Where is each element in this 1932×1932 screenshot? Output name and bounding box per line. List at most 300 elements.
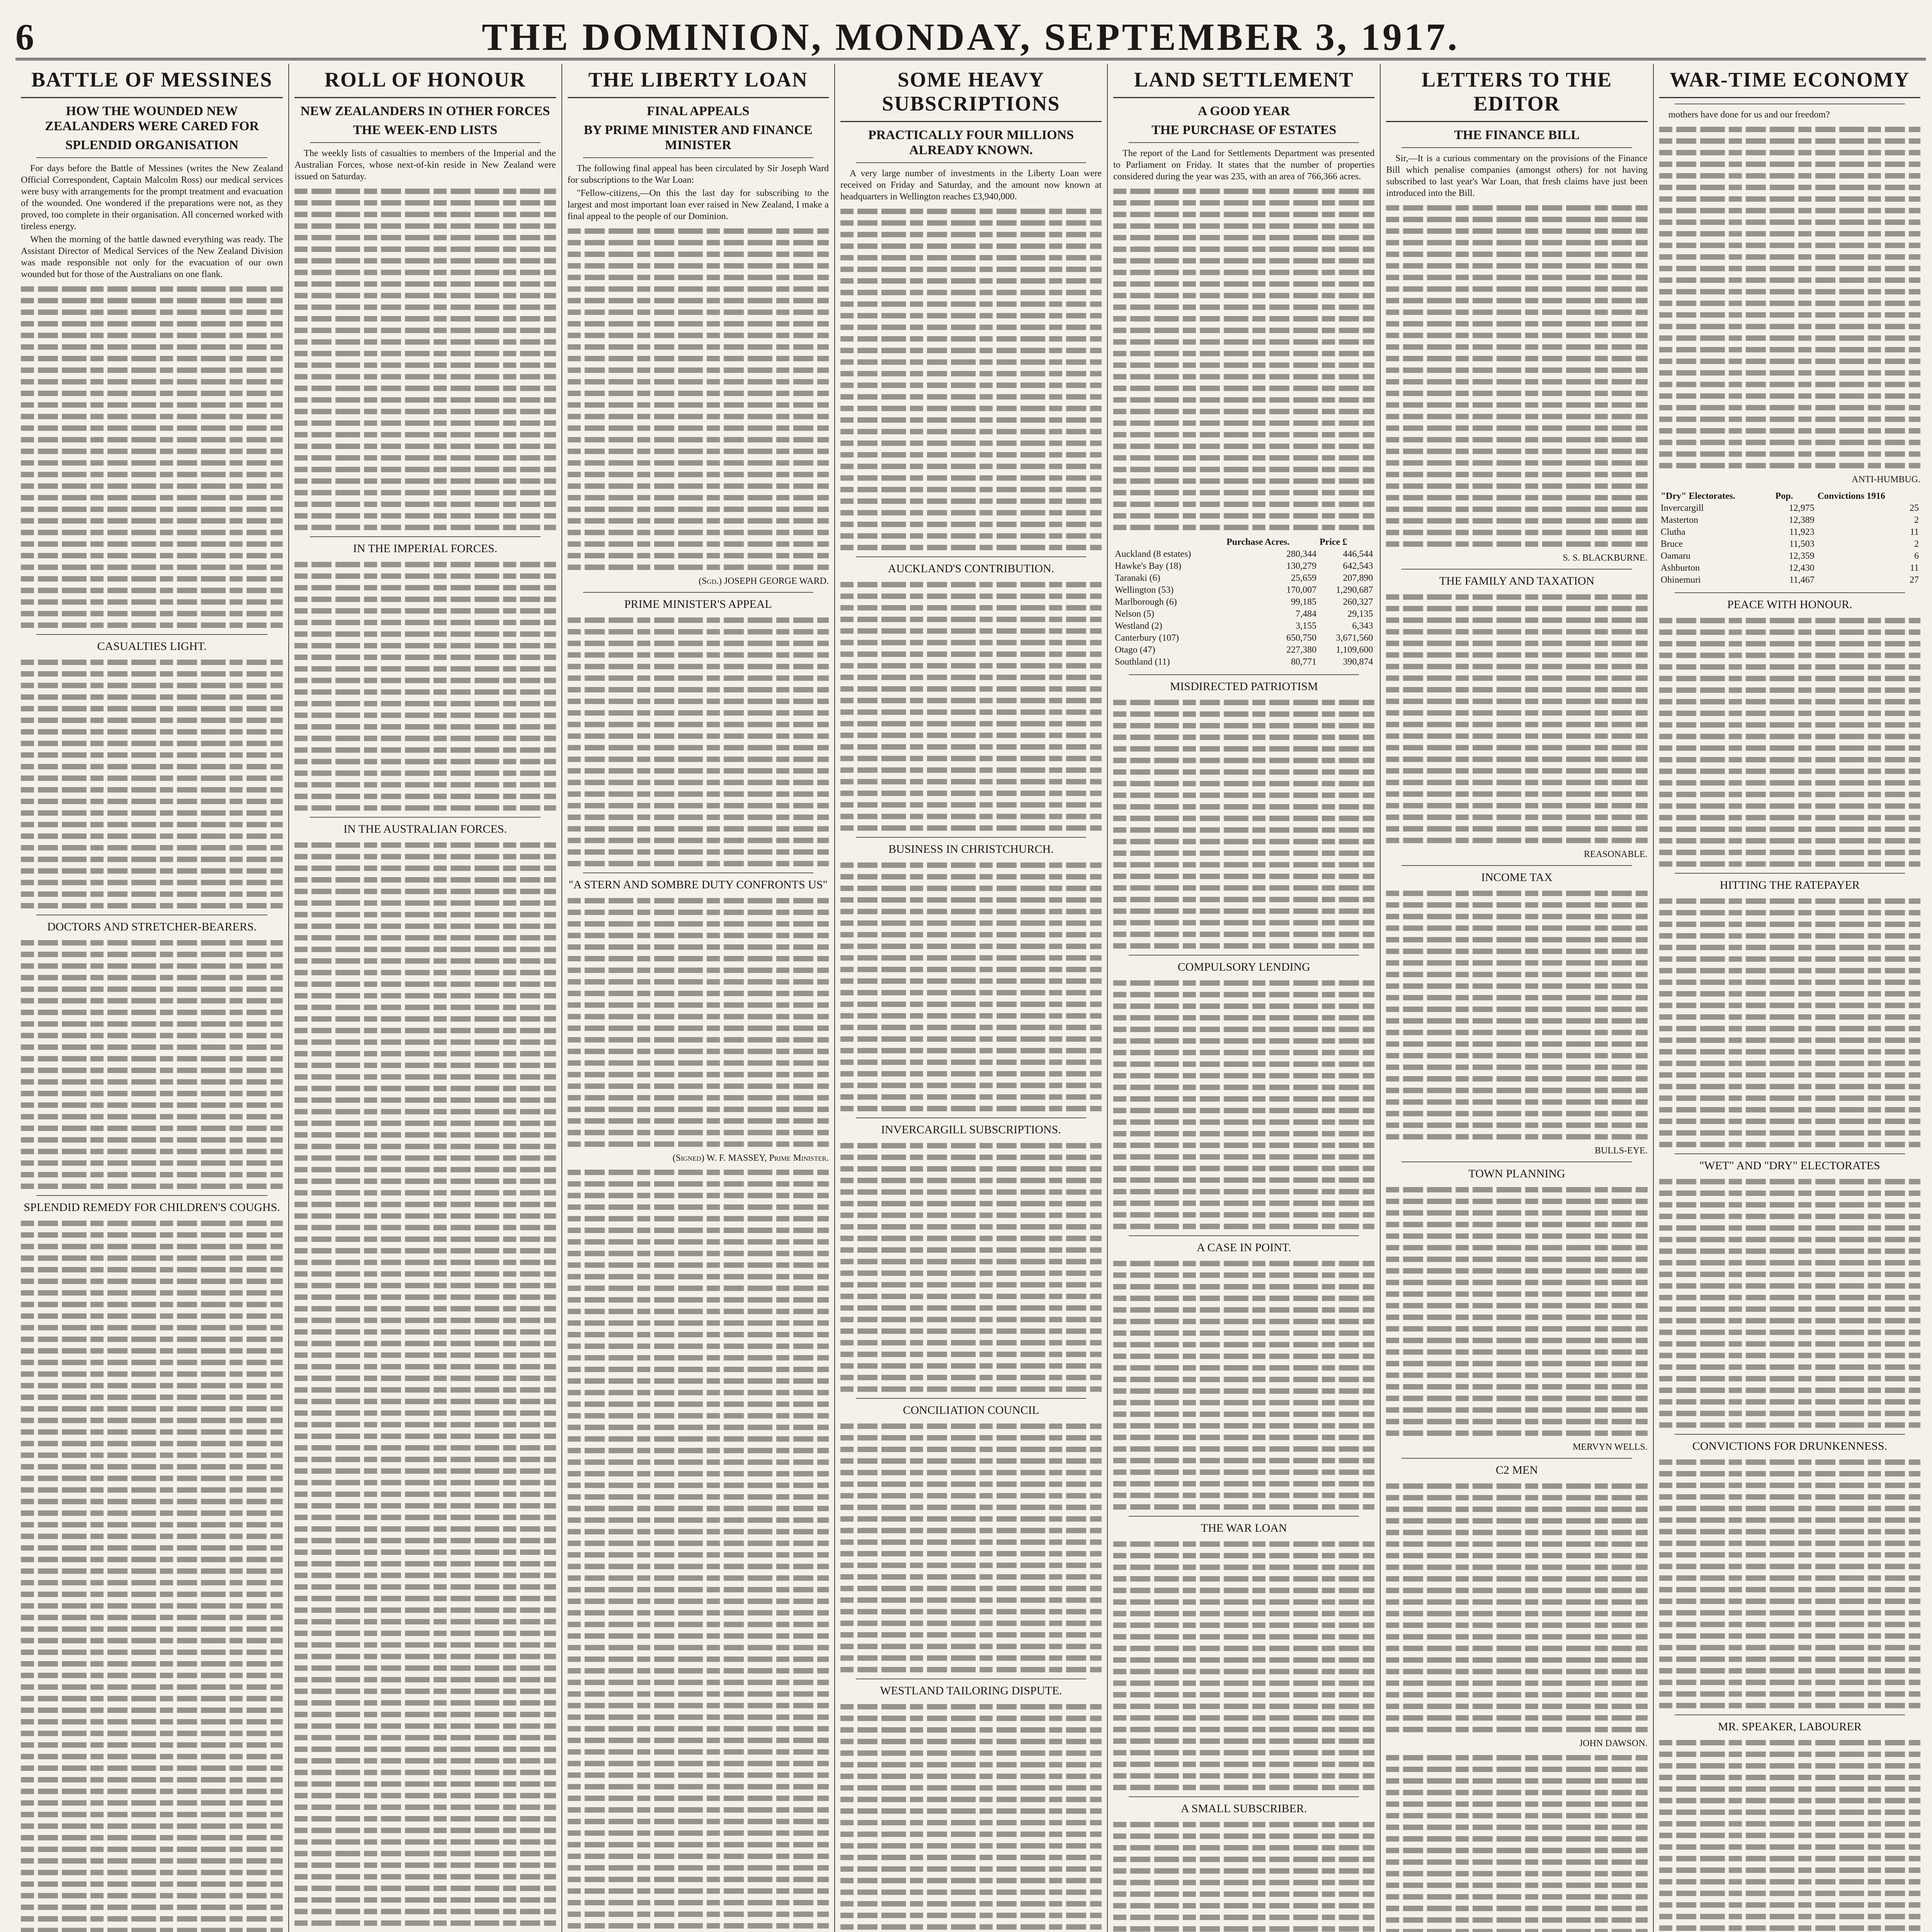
text-line — [1386, 1407, 1647, 1413]
text-line — [840, 1002, 1102, 1007]
text-line — [1386, 414, 1647, 419]
text-line — [21, 1557, 283, 1562]
text-line — [568, 414, 829, 419]
text-line — [294, 1097, 556, 1103]
text-line — [1659, 324, 1920, 329]
table-cell: 280,344 — [1286, 549, 1316, 560]
text-line — [294, 1619, 556, 1624]
divider — [1675, 873, 1905, 874]
table-cell: 12,359 — [1789, 551, 1815, 561]
text-line — [840, 278, 1102, 284]
text-line — [1386, 1099, 1647, 1105]
text-line — [568, 991, 829, 996]
text-line — [1386, 1338, 1647, 1343]
text-line — [840, 1201, 1102, 1206]
text-line — [1113, 781, 1374, 786]
text-line — [1659, 1376, 1920, 1381]
divider — [583, 592, 813, 593]
text-line — [1659, 1891, 1920, 1896]
text-line — [1386, 1848, 1647, 1853]
text-line — [21, 787, 283, 793]
divider — [36, 157, 267, 158]
text-line — [294, 1248, 556, 1253]
text-line — [21, 857, 283, 862]
text-line — [1386, 1634, 1647, 1639]
text-line — [1386, 1871, 1647, 1876]
table-row — [1113, 608, 1374, 620]
text-line — [568, 1506, 829, 1511]
text-line — [21, 694, 283, 700]
text-line — [1659, 1422, 1920, 1428]
text-line — [21, 1221, 283, 1226]
text-line — [21, 1673, 283, 1678]
text-line — [21, 310, 283, 315]
text-line — [1113, 420, 1374, 426]
text-line — [1659, 1752, 1920, 1757]
text-line — [1113, 490, 1374, 495]
text-line — [1659, 208, 1920, 213]
text-line — [840, 1797, 1102, 1802]
text-line — [1659, 138, 1920, 144]
table-row — [1113, 596, 1374, 608]
text-line — [21, 495, 283, 500]
text-line — [294, 455, 556, 461]
text-line — [294, 1886, 556, 1891]
text-line — [294, 1074, 556, 1080]
table-cell: 3,155 — [1296, 621, 1316, 631]
text-line — [1113, 793, 1374, 798]
text-line — [21, 1044, 283, 1050]
divider — [1675, 1434, 1905, 1435]
text-line — [21, 1255, 283, 1261]
table-cell: 1,109,600 — [1336, 645, 1373, 655]
text-line — [840, 1785, 1102, 1791]
text-line — [1659, 1775, 1920, 1780]
divider — [310, 142, 540, 143]
text-line — [1113, 735, 1374, 740]
table-cell: 11 — [1910, 527, 1919, 537]
text-line — [568, 1448, 829, 1453]
text-line — [1386, 1210, 1647, 1216]
text-line — [840, 709, 1102, 715]
text-line — [840, 1375, 1102, 1380]
section-subheading: COMPULSORY LENDING — [1177, 961, 1310, 974]
text-line — [21, 1464, 283, 1469]
text-line — [568, 768, 829, 774]
text-line — [1659, 1202, 1920, 1208]
text-line — [840, 1036, 1102, 1042]
text-line — [294, 1492, 556, 1497]
text-line — [568, 356, 829, 361]
text-line — [568, 1344, 829, 1349]
text-line — [1659, 1833, 1920, 1838]
text-line — [568, 1378, 829, 1384]
article-headline: WAR-TIME ECONOMY — [1659, 64, 1920, 98]
text-line — [840, 336, 1102, 342]
text-line — [840, 1481, 1102, 1487]
text-line — [1113, 513, 1374, 519]
newspaper-title: THE DOMINION, MONDAY, SEPTEMBER 3, 1917. — [481, 15, 1460, 58]
text-line — [294, 655, 556, 660]
text-line — [1386, 641, 1647, 646]
text-line — [1659, 1072, 1920, 1078]
text-line — [568, 1095, 829, 1100]
text-line — [840, 1048, 1102, 1053]
text-line — [294, 1213, 556, 1219]
text-line — [1386, 1007, 1647, 1012]
text-line — [1113, 1377, 1374, 1382]
text-line — [1386, 1245, 1647, 1250]
text-line — [568, 1622, 829, 1627]
text-line — [1113, 769, 1374, 775]
text-line — [21, 1244, 283, 1249]
section-subheading: PRIME MINISTER'S APPEAL — [624, 598, 772, 611]
text-line — [1386, 1801, 1647, 1807]
text-line — [840, 1505, 1102, 1510]
text-line — [294, 770, 556, 776]
text-line — [294, 1862, 556, 1868]
signature: MERVYN WELLS. — [1573, 1442, 1648, 1452]
table-row — [1113, 548, 1374, 560]
text-line — [294, 562, 556, 567]
article-headline: ROLL OF HONOUR — [294, 64, 556, 98]
text-line — [568, 710, 829, 716]
table-header-cell: Convictions 1916 — [1817, 491, 1885, 501]
text-line — [840, 874, 1102, 879]
text-line — [840, 1213, 1102, 1218]
text-line — [840, 886, 1102, 891]
text-line — [1659, 1564, 1920, 1569]
text-line — [1659, 359, 1920, 364]
divider — [36, 1195, 267, 1196]
text-line — [1386, 1199, 1647, 1204]
text-line — [568, 1251, 829, 1256]
section-subheading: IN THE AUSTRALIAN FORCES. — [344, 823, 507, 836]
text-line — [294, 724, 556, 730]
text-line — [294, 200, 556, 206]
text-line — [294, 736, 556, 741]
text-line — [568, 1599, 829, 1604]
signature: BULLS-EYE. — [1595, 1146, 1648, 1156]
signature: (Sgd.) JOSEPH GEORGE WARD. — [699, 576, 829, 587]
table-cell: 11,923 — [1789, 527, 1815, 537]
text-line — [1386, 1233, 1647, 1239]
text-line — [294, 1515, 556, 1520]
text-line — [1659, 1214, 1920, 1219]
text-line — [1386, 791, 1647, 797]
text-line — [21, 391, 283, 396]
text-line — [1659, 1459, 1920, 1465]
text-line — [21, 1719, 283, 1725]
text-line — [568, 933, 829, 938]
text-line — [21, 460, 283, 466]
text-line — [1386, 1599, 1647, 1605]
text-line — [1113, 409, 1374, 414]
text-line — [1659, 1399, 1920, 1405]
table-cell: Taranaki (6) — [1115, 573, 1160, 583]
table-cell: Clutha — [1660, 527, 1685, 537]
text-line — [840, 920, 1102, 926]
text-line — [840, 1808, 1102, 1814]
text-line — [21, 1021, 283, 1027]
article-paragraph: "Fellow-citizens,—On this the last day for subscribing to the largest and most important loan ever raised in New Zealand, I make a final appeal to the people of our Dominion. — [567, 188, 829, 222]
text-line — [21, 963, 283, 969]
text-line — [1659, 1471, 1920, 1476]
text-line — [568, 956, 829, 961]
text-line — [294, 1920, 556, 1926]
text-line — [1113, 362, 1374, 368]
text-line — [294, 1874, 556, 1879]
text-line — [294, 1387, 556, 1393]
text-line — [21, 1835, 283, 1840]
text-line — [294, 1909, 556, 1914]
divider — [583, 157, 813, 158]
text-line — [21, 1325, 283, 1330]
text-line — [1659, 1517, 1920, 1523]
text-line — [294, 866, 556, 871]
text-line — [294, 923, 556, 929]
table-cell: 11,503 — [1789, 539, 1815, 549]
section-subheading: DOCTORS AND STRETCHER-BEARERS. — [47, 920, 257, 934]
text-line — [1386, 1530, 1647, 1535]
text-line — [1386, 1715, 1647, 1721]
text-line — [568, 1726, 829, 1731]
text-line — [568, 1309, 829, 1314]
text-line — [1113, 374, 1374, 379]
text-line — [840, 1516, 1102, 1522]
text-line — [840, 944, 1102, 949]
text-line — [1113, 1646, 1374, 1651]
text-line — [294, 1063, 556, 1068]
section-subheading: WESTLAND TAILORING DISPUTE. — [880, 1684, 1062, 1697]
text-line — [294, 782, 556, 787]
text-line — [840, 1189, 1102, 1195]
text-line — [1386, 983, 1647, 989]
masthead — [15, 12, 1926, 60]
text-line — [840, 533, 1102, 539]
text-line — [568, 1390, 829, 1395]
text-line — [840, 1143, 1102, 1148]
section-subheading: A CASE IN POINT. — [1197, 1241, 1291, 1254]
text-line — [1113, 1704, 1374, 1709]
text-line — [294, 597, 556, 602]
section-subheading: CONVICTIONS FOR DRUNKENNESS. — [1692, 1440, 1887, 1452]
text-line — [1113, 1926, 1374, 1932]
text-line — [568, 240, 829, 245]
text-line — [1386, 1883, 1647, 1888]
text-line — [1113, 1481, 1374, 1486]
text-line — [1113, 1212, 1374, 1218]
article-paragraph: A very large number of investments in the Liberty Loan were received on Friday and Saturday, and the amount now known at headquarters in Wellington reaches £3,940,000. — [840, 168, 1102, 202]
text-line — [568, 1842, 829, 1847]
text-line — [1659, 1844, 1920, 1850]
text-line — [568, 460, 829, 466]
text-line — [21, 321, 283, 327]
text-line — [840, 290, 1102, 295]
table-cell: Masterton — [1660, 515, 1699, 525]
text-line — [1659, 243, 1920, 248]
text-line — [1386, 757, 1647, 762]
text-line — [1659, 618, 1920, 623]
text-line — [294, 805, 556, 811]
text-line — [1659, 1656, 1920, 1662]
text-line — [840, 498, 1102, 504]
text-line — [1113, 1845, 1374, 1850]
text-line — [1659, 898, 1920, 904]
table-cell: Invercargill — [1660, 503, 1704, 513]
text-line — [840, 744, 1102, 750]
text-line — [840, 1435, 1102, 1440]
text-line — [21, 776, 283, 781]
text-line — [1386, 1518, 1647, 1524]
text-line — [21, 1371, 283, 1377]
text-line — [21, 845, 283, 850]
text-line — [1659, 173, 1920, 179]
text-line — [1386, 1303, 1647, 1308]
table-header-cell: Purchase Acres. — [1226, 537, 1290, 548]
text-line — [1659, 1680, 1920, 1685]
text-line — [1113, 862, 1374, 867]
text-line — [1386, 495, 1647, 500]
text-line — [21, 1033, 283, 1038]
table-cell: 650,750 — [1286, 633, 1316, 643]
divider — [856, 837, 1086, 838]
text-line — [840, 1352, 1102, 1357]
table-cell: 29,135 — [1347, 609, 1373, 619]
table-row — [1113, 572, 1374, 584]
section-subheading: CONCILIATION COUNCIL — [903, 1404, 1039, 1417]
section-subheading: THE FAMILY AND TAXATION — [1439, 575, 1595, 588]
text-line — [1386, 1894, 1647, 1900]
text-line — [840, 429, 1102, 434]
divider — [1129, 1235, 1359, 1236]
text-line — [294, 1352, 556, 1358]
text-line — [21, 1661, 283, 1667]
text-line — [1113, 1692, 1374, 1697]
text-line — [1113, 711, 1374, 717]
article-headline: THE LIBERTY LOAN — [568, 64, 829, 98]
text-line — [1659, 127, 1920, 132]
text-line — [1659, 417, 1920, 422]
text-line — [840, 1913, 1102, 1918]
text-line — [840, 640, 1102, 645]
text-line — [840, 1340, 1102, 1345]
text-line — [1659, 1821, 1920, 1827]
text-line — [294, 1306, 556, 1311]
text-line — [21, 1615, 283, 1620]
text-line — [840, 417, 1102, 423]
text-line — [568, 1784, 829, 1789]
text-line — [1113, 1261, 1374, 1266]
text-line — [294, 1804, 556, 1810]
text-line — [294, 1480, 556, 1485]
text-line — [1113, 885, 1374, 891]
text-line — [1386, 507, 1647, 512]
text-line — [1113, 293, 1374, 298]
table-row — [1659, 514, 1920, 526]
text-line — [568, 1239, 829, 1245]
divider — [1129, 1516, 1359, 1517]
text-line — [294, 420, 556, 426]
text-line — [568, 1680, 829, 1685]
text-line — [1386, 768, 1647, 774]
text-line — [1113, 1915, 1374, 1920]
page-number: 6 — [15, 16, 34, 58]
text-line — [21, 1184, 283, 1189]
text-line — [568, 449, 829, 454]
text-line — [1659, 312, 1920, 318]
text-line — [1386, 321, 1647, 327]
text-line — [1386, 687, 1647, 692]
table-row — [1659, 562, 1920, 574]
text-line — [294, 935, 556, 940]
text-line — [568, 530, 829, 535]
text-line — [1386, 460, 1647, 466]
text-line — [21, 1429, 283, 1435]
text-line — [1659, 370, 1920, 376]
table-cell: 642,543 — [1343, 561, 1373, 571]
table-cell: Canterbury (107) — [1115, 633, 1179, 643]
article-subheading: THE PURCHASE OF ESTATES — [1151, 123, 1337, 138]
text-line — [294, 1758, 556, 1764]
text-line — [1659, 1260, 1920, 1265]
text-line — [840, 394, 1102, 400]
text-line — [294, 1005, 556, 1010]
text-line — [840, 232, 1102, 237]
text-line — [1113, 1657, 1374, 1663]
text-line — [21, 718, 283, 723]
text-line — [840, 1317, 1102, 1322]
text-line — [1659, 254, 1920, 260]
text-line — [21, 1928, 283, 1932]
table-cell: 446,544 — [1343, 549, 1373, 560]
text-line — [1386, 518, 1647, 524]
text-line — [840, 686, 1102, 692]
text-line — [1659, 1179, 1920, 1184]
text-line — [568, 483, 829, 489]
text-line — [1113, 1201, 1374, 1206]
text-line — [1659, 792, 1920, 797]
text-line — [294, 1526, 556, 1532]
text-line — [840, 267, 1102, 272]
section-subheading: PEACE WITH HONOUR. — [1727, 598, 1852, 611]
text-line — [294, 281, 556, 287]
newspaper-page — [15, 12, 1926, 1932]
text-line — [1659, 699, 1920, 704]
text-line — [21, 530, 283, 535]
text-line — [568, 1060, 829, 1066]
text-line — [1386, 815, 1647, 820]
table-cell: 227,380 — [1286, 645, 1316, 655]
text-line — [1113, 1738, 1374, 1744]
text-line — [1659, 1190, 1920, 1196]
table-cell: 12,389 — [1789, 515, 1815, 525]
text-line — [568, 1297, 829, 1303]
text-line — [840, 209, 1102, 214]
divider — [856, 1398, 1086, 1399]
table-cell: Auckland (8 estates) — [1115, 549, 1191, 560]
article-column-2 — [288, 64, 561, 1932]
text-line — [294, 1654, 556, 1659]
text-line — [294, 1086, 556, 1091]
table-cell: 130,279 — [1286, 561, 1316, 571]
article-subheading: THE FINANCE BILL — [1454, 128, 1580, 142]
text-line — [1113, 1342, 1374, 1347]
text-line — [840, 1155, 1102, 1160]
table-cell: 3,671,560 — [1336, 633, 1373, 643]
text-line — [840, 651, 1102, 657]
text-line — [1659, 219, 1920, 225]
